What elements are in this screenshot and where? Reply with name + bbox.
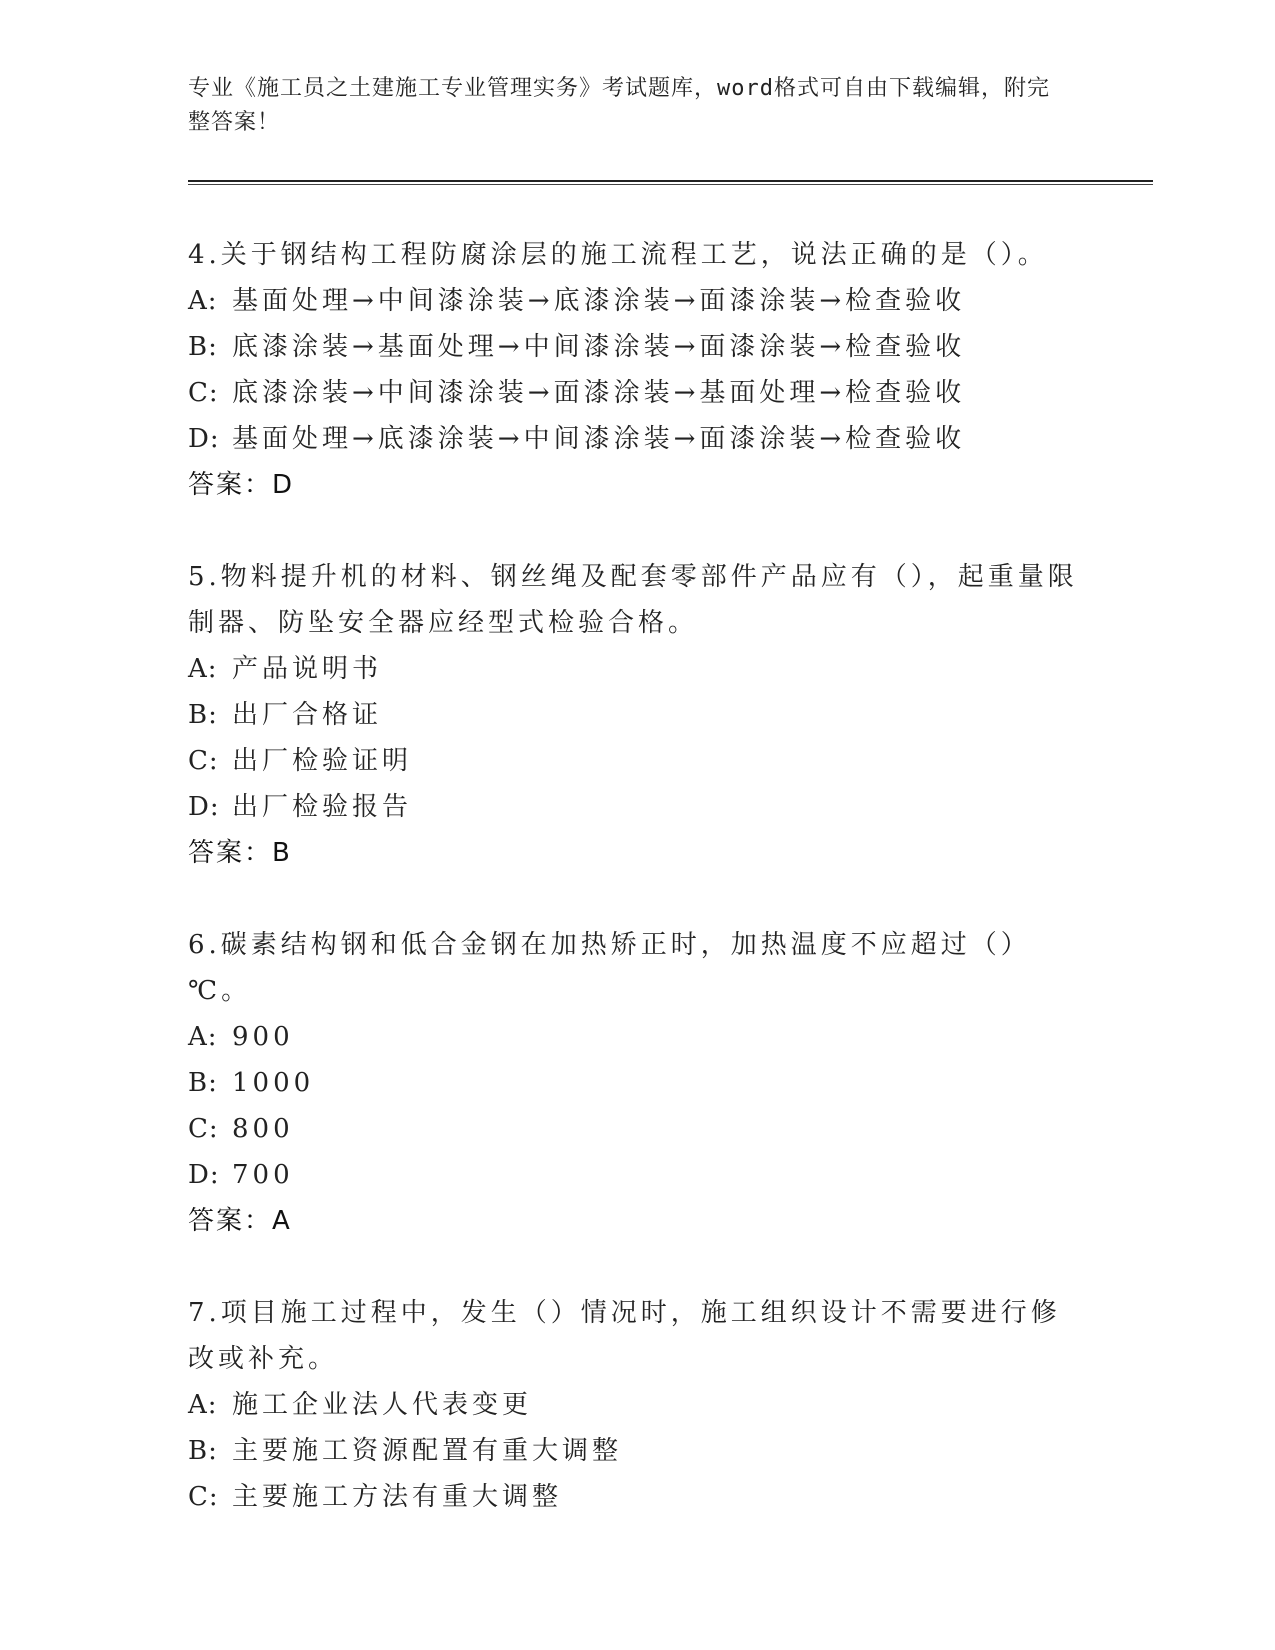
option-d [188, 1152, 1088, 1198]
option-c [188, 1474, 1088, 1520]
option-letter: B: [188, 332, 218, 362]
option-letter: C: [188, 378, 219, 408]
page-header: 专业《施工员之土建施工专业管理实务》考试题库，word格式可自由下载编辑，附完整答案！ [188, 76, 1050, 135]
option-letter: C: [188, 746, 219, 776]
answer-line: 答案：B [188, 838, 292, 868]
option-letter: B: [188, 1436, 218, 1466]
option-text: 主要施工方法有重大调整 [232, 1482, 563, 1512]
option-letter: A: [188, 286, 218, 316]
option-letter: D: [188, 792, 220, 822]
option-a [188, 278, 1088, 324]
option-text: 主要施工资源配置有重大调整 [232, 1436, 623, 1466]
answer-line: 答案：A [188, 1206, 292, 1236]
option-text: 底漆涂装→中间漆涂装→面漆涂装→基面处理→检查验收 [232, 378, 966, 408]
question-4 [188, 232, 1088, 508]
question-stem: 5.物料提升机的材料、钢丝绳及配套零部件产品应有（），起重量限制器、防坠安全器应经型式检验合格。 [188, 562, 1078, 638]
question-stem: 6.碳素结构钢和低合金钢在加热矫正时，加热温度不应超过（）℃。 [188, 930, 1031, 1006]
option-d [188, 416, 1088, 462]
option-b [188, 1428, 1088, 1474]
option-b [188, 692, 1088, 738]
option-text: 基面处理→底漆涂装→中间漆涂装→面漆涂装→检查验收 [232, 424, 966, 454]
option-c [188, 1106, 1088, 1152]
option-a [188, 646, 1088, 692]
option-b [188, 1060, 1088, 1106]
option-c [188, 738, 1088, 784]
option-d [188, 784, 1088, 830]
option-letter: A: [188, 1022, 218, 1052]
option-text: 产品说明书 [232, 654, 383, 684]
option-letter: A: [188, 654, 218, 684]
option-text: 底漆涂装→基面处理→中间漆涂装→面漆涂装→检查验收 [232, 332, 966, 362]
answer-line: 答案：D [188, 470, 295, 500]
question-list [188, 232, 1088, 1566]
question-6 [188, 922, 1088, 1244]
option-letter: D: [188, 1160, 220, 1190]
option-a [188, 1382, 1088, 1428]
option-text: 700 [232, 1160, 294, 1190]
question-7 [188, 1290, 1088, 1520]
option-letter: A: [188, 1390, 218, 1420]
option-text: 出厂合格证 [232, 700, 383, 730]
option-a [188, 1014, 1088, 1060]
option-text: 基面处理→中间漆涂装→底漆涂装→面漆涂装→检查验收 [232, 286, 966, 316]
option-text: 出厂检验证明 [232, 746, 413, 776]
option-text: 900 [232, 1022, 294, 1052]
option-letter: C: [188, 1482, 219, 1512]
option-text: 出厂检验报告 [232, 792, 413, 822]
option-letter: D: [188, 424, 220, 454]
option-c [188, 370, 1088, 416]
option-text: 1000 [232, 1068, 315, 1098]
option-letter: B: [188, 700, 218, 730]
question-stem: 7.项目施工过程中，发生（）情况时，施工组织设计不需要进行修改或补充。 [188, 1298, 1061, 1374]
header-divider-thick [188, 180, 1153, 182]
question-stem: 4.关于钢结构工程防腐涂层的施工流程工艺，说法正确的是（）。 [188, 240, 1048, 270]
header-divider-thin [188, 184, 1153, 185]
option-text: 800 [232, 1114, 294, 1144]
option-b [188, 324, 1088, 370]
option-text: 施工企业法人代表变更 [232, 1390, 533, 1420]
option-letter: C: [188, 1114, 219, 1144]
option-letter: B: [188, 1068, 218, 1098]
question-5 [188, 554, 1088, 876]
